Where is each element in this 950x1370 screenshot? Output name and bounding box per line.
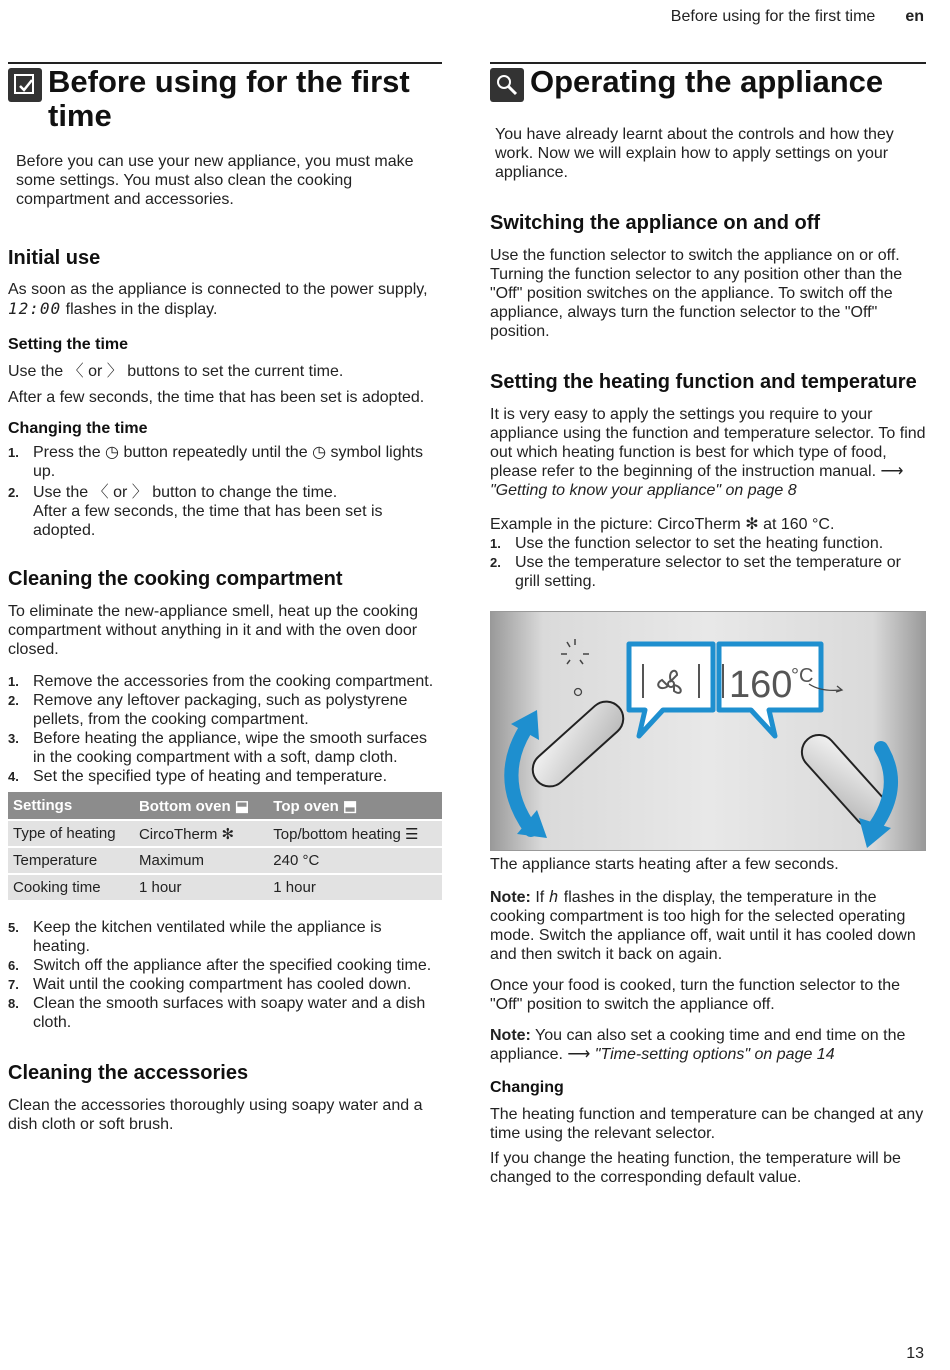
note-hot-text: Note: If h flashes in the display, the temperature in the cooking compartment is too high for the selected operating mode. Switch the appliance off, wait until it has cooled down and then switch it back on again. (490, 887, 916, 963)
initial-use-heading: Initial use (8, 247, 101, 269)
setting-time-heading: Setting the time (8, 336, 129, 353)
hand-operating-icon (490, 68, 524, 102)
changing-time-heading: Changing the time (8, 420, 148, 437)
changing-text-2: If you change the heating function, the temperature will be changed to the corresponding default value. (490, 1150, 901, 1186)
fan-icon: ✻ (745, 516, 759, 533)
left-column (8, 62, 442, 1134)
heating-steps (490, 534, 926, 591)
list-item: 3. Before heating the appliance, wipe the smooth surfaces in the cooking compartment with a soft, damp cloth. (8, 730, 428, 766)
fan-icon: ✻ (221, 825, 235, 843)
chevron-left-icon: 〈 (67, 363, 84, 380)
list-item: 1. Use the function selector to set the heating function. (490, 535, 884, 552)
list-item: 5. Keep the kitchen ventilated while the appliance is heating. (8, 919, 382, 955)
display-clock-readout: 12:00 (8, 299, 62, 318)
table-header: Top oven ⬒ (268, 792, 442, 820)
initial-use-text: As soon as the appliance is connected to the power supply, 12:00 flashes in the display. (8, 281, 428, 318)
cross-reference: "Getting to know your appliance" on page 8 (490, 482, 797, 499)
example-text: Example in the picture: CircoTherm ✻ at 160 °C. (490, 516, 835, 533)
arrow-right-icon: ⟶ (880, 463, 904, 480)
switching-text: Use the function selector to switch the appliance on or off. Turning the function selector to any position other than the "Off" position switches on the appliance. To switch off the appliance, always turn the function selector to the "Off" position. (490, 247, 903, 340)
list-item: 2. Remove any leftover packaging, such as polystyrene pellets, from the cooking compartment. (8, 692, 408, 728)
setting-time-text-2: After a few seconds, the time that has been set is adopted. (8, 389, 425, 406)
chevron-left-icon: 〈 (92, 484, 109, 501)
page-number: 13 (906, 1345, 924, 1362)
table-row: Type of heating CircoTherm ✻ Top/bottom heating ☰ (8, 820, 442, 847)
hot-symbol-icon: h (548, 887, 560, 906)
changing-heading: Changing (490, 1079, 564, 1096)
list-item: 1. Remove the accessories from the cooking compartment. (8, 673, 434, 690)
top-oven-icon: ⬒ (343, 797, 358, 815)
bottom-oven-icon: ⬓ (234, 797, 249, 815)
list-item: 7. Wait until the cooking compartment has cooled down. (8, 976, 412, 993)
top-bottom-heating-icon: ☰ (405, 825, 419, 843)
section-title-block (8, 62, 442, 133)
heating-heading: Setting the heating function and temperature (490, 371, 917, 393)
table-row: Temperature Maximum 240 °C (8, 847, 442, 874)
table-header: Bottom oven ⬓ (134, 792, 268, 820)
arrow-right-icon: ⟶ (567, 1046, 591, 1063)
cleaning-accessories-heading: Cleaning the accessories (8, 1062, 249, 1084)
operating-intro: You have already learnt about the controls and how they work. Now we will explain how to apply settings on your appliance. (495, 126, 894, 181)
language-code: en (905, 8, 924, 25)
food-cooked-text: Once your food is cooked, turn the function selector to the "Off" position to switch the appliance off. (490, 977, 901, 1013)
switching-heading: Switching the appliance on and off (490, 212, 821, 234)
section-title-block (490, 62, 926, 102)
right-column (490, 62, 926, 591)
after-picture-text: The appliance starts heating after a few seconds. (490, 856, 839, 873)
hand-checklist-icon (8, 68, 42, 102)
list-item: 2. Use the temperature selector to set the temperature or grill setting. (490, 554, 901, 590)
settings-table (8, 792, 442, 900)
clock-icon: ◷ (312, 444, 327, 461)
list-item: 2. Use the 〈 or 〉 button to change the time. After a few seconds, the time that has been set is adopted. (8, 484, 383, 539)
running-header (671, 8, 924, 26)
table-header: Settings (8, 792, 134, 820)
note-time-text: Note: You can also set a cooking time and end time on the appliance. ⟶ "Time-setting options" on page 14 (490, 1027, 906, 1063)
list-item: 6. Switch off the appliance after the specified cooking time. (8, 957, 432, 974)
setting-time-text: Use the 〈 or 〉 buttons to set the current time. (8, 363, 344, 380)
table-row: Cooking time 1 hour 1 hour (8, 874, 442, 900)
cleaning-accessories-text: Clean the accessories thoroughly using soapy water and a dish cloth or soft brush. (8, 1097, 423, 1133)
right-column-lower (490, 855, 926, 1187)
clock-icon: ◷ (105, 444, 120, 461)
cleaning-compartment-intro: To eliminate the new-appliance smell, heat up the cooking compartment without anything in it and with the oven door closed. (8, 603, 419, 658)
intro-text: Before you can use your new appliance, you must make some settings. You must also clean the cooking compartment and accessories. (16, 153, 414, 208)
temperature-readout: 160 (729, 664, 793, 706)
cross-reference: "Time-setting options" on page 14 (594, 1046, 835, 1063)
cleaning-steps-a (8, 672, 442, 786)
list-item: 8. Clean the smooth surfaces with soapy water and a dish cloth. (8, 995, 426, 1031)
list-item: 1. Press the ◷ button repeatedly until the ◷ symbol lights up. (8, 444, 423, 480)
oven-control-illustration (490, 611, 926, 851)
cleaning-steps-b (8, 918, 442, 1032)
heating-text: It is very easy to apply the settings you require to your appliance using the function and temperature selector. To find out which heating function is best for which type of food, please refer to the beginning of the instruction manual. ⟶ "Getting to know your appliance" on page 8 (490, 406, 926, 499)
changing-text-1: The heating function and temperature can be changed at any time using the relevant selector. (490, 1106, 924, 1142)
chevron-right-icon: 〉 (131, 484, 148, 501)
changing-time-steps (8, 443, 442, 540)
cleaning-compartment-heading: Cleaning the cooking compartment (8, 568, 343, 590)
section-title: Operating the appliance (530, 64, 884, 99)
running-title: Before using for the first time (670, 8, 876, 25)
page-title: Before using for the first time (48, 64, 410, 133)
list-item: 4. Set the specified type of heating and temperature. (8, 768, 388, 785)
temperature-unit: °C (791, 665, 814, 687)
chevron-right-icon: 〉 (106, 363, 123, 380)
